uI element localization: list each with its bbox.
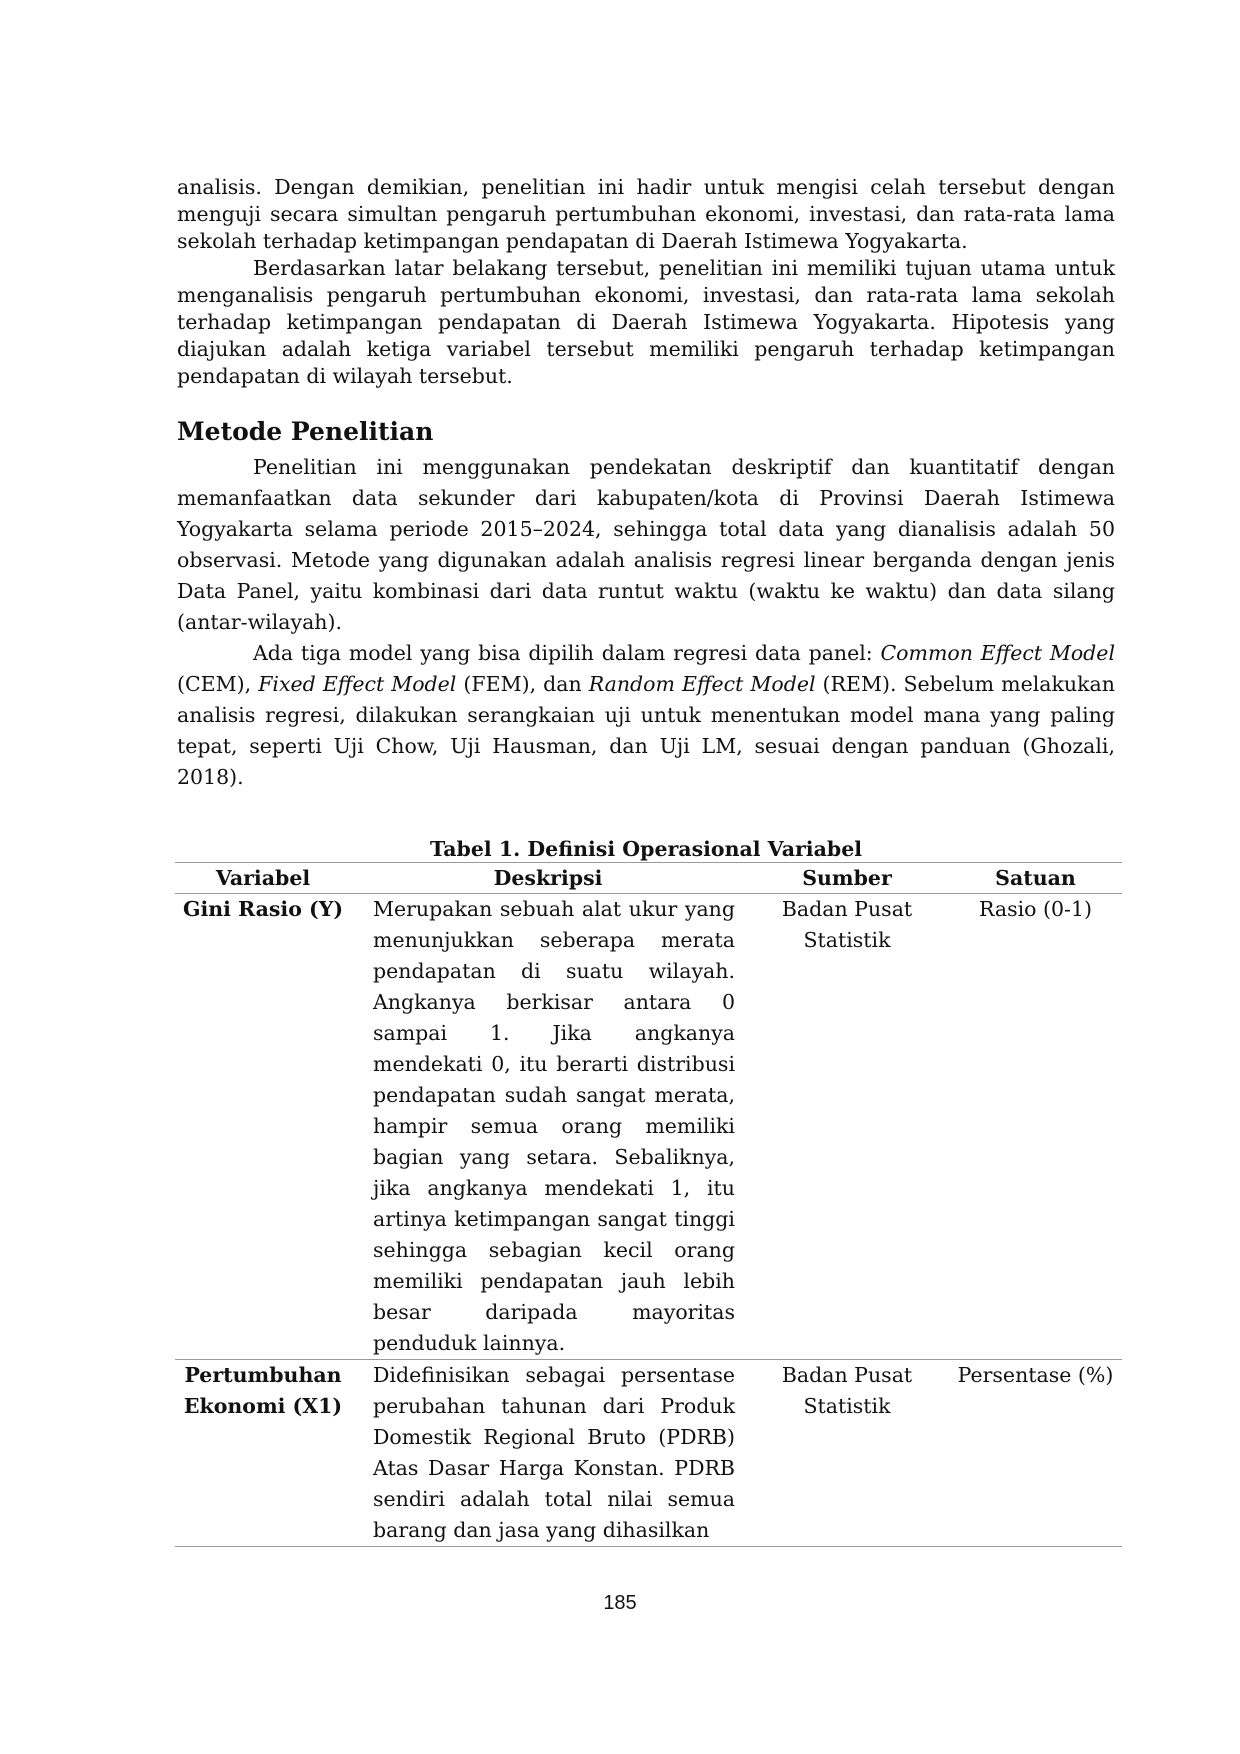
variable-definition-table xyxy=(175,862,1122,1547)
paragraph-intro-2: Berdasarkan latar belakang tersebut, penelitian ini memiliki tujuan utama untuk menganalisis pengaruh pertumbuhan ekonomi, investasi, dan rata-rata lama sekolah terhadap ketimpangan pendapatan di Daerah Istimewa Yogyakarta. Hipotesis yang diajukan adalah ketiga variabel tersebut memiliki pengaruh terhadap ketimpangan pendapatan di wilayah tersebut. xyxy=(177,256,1115,388)
table-caption: Tabel 1. Definisi Operasional Variabel xyxy=(429,837,863,861)
header-sumber: Sumber xyxy=(745,863,949,894)
method-text-1: Ada tiga model yang bisa dipilih dalam regresi data panel: xyxy=(253,641,881,665)
header-satuan: Satuan xyxy=(949,863,1122,894)
header-deskripsi: Deskripsi xyxy=(351,863,745,894)
paragraph-intro-1: analisis. Dengan demikian, penelitian ini hadir untuk mengisi celah tersebut dengan menguji secara simultan pengaruh pertumbuhan ekonomi, investasi, dan rata-rata lama sekolah terhadap ketimpangan pendapatan di Daerah Istimewa Yogyakarta. xyxy=(177,175,1115,253)
method-text-3: (FEM), dan xyxy=(456,672,589,696)
cell-satuan: Rasio (0-1) xyxy=(949,894,1122,1360)
cell-variabel: Pertumbuhan Ekonomi (X1) xyxy=(175,1360,351,1547)
cell-satuan: Persentase (%) xyxy=(949,1360,1122,1547)
page-number: 185 xyxy=(603,1592,637,1614)
paragraph-method-2 xyxy=(177,638,1115,793)
cell-variabel: Gini Rasio (Y) xyxy=(175,894,351,1360)
cell-deskripsi: Merupakan sebuah alat ukur yang menunjukkan seberapa merata pendapatan di suatu wilayah. Angkanya berkisar antara 0 sampai 1. Jika angkanya mendekati 0, itu berarti distribusi pendapatan sudah sangat merata, hampir semua orang memiliki bagian yang setara. Sebaliknya, jika angkanya mendekati 1, itu artinya ketimpangan sangat tinggi sehingga sebagian kecil orang memiliki pendapatan jauh lebih besar daripada mayoritas penduduk lainnya. xyxy=(351,894,745,1360)
model-name-fem: Fixed Effect Model xyxy=(258,672,457,696)
table-row xyxy=(175,894,1122,1360)
cell-deskripsi: Didefinisikan sebagai persentase perubahan tahunan dari Produk Domestik Regional Bruto (PDRB) Atas Dasar Harga Konstan. PDRB sendiri adalah total nilai semua barang dan jasa yang dihasilkan xyxy=(351,1360,745,1547)
table-row xyxy=(175,1360,1122,1547)
page-content xyxy=(177,174,1115,1547)
cell-sumber: Badan Pusat Statistik xyxy=(745,1360,949,1547)
paragraph-method-1: Penelitian ini menggunakan pendekatan deskriptif dan kuantitatif dengan memanfaatkan data sekunder dari kabupaten/kota di Provinsi Daerah Istimewa Yogyakarta selama periode 2015–2024, sehingga total data yang dianalisis adalah 50 observasi. Metode yang digunakan adalah analisis regresi linear berganda dengan jenis Data Panel, yaitu kombinasi dari data runtut waktu (waktu ke waktu) dan data silang (antar-wilayah). xyxy=(177,455,1115,634)
method-text-4: (REM). Sebelum melakukan analisis regresi, dilakukan serangkaian uji untuk menentukan model mana yang paling tepat, seperti Uji Chow, Uji Hausman, dan Uji LM, sesuai dengan panduan (Ghozali, 2018). xyxy=(177,672,1115,789)
cell-sumber: Badan Pusat Statistik xyxy=(745,894,949,1360)
model-name-cem: Common Effect Model xyxy=(880,641,1115,665)
model-name-rem: Random Effect Model xyxy=(588,672,816,696)
section-title: Metode Penelitian xyxy=(177,417,434,446)
table-header-row xyxy=(175,863,1122,894)
method-text-2: (CEM), xyxy=(177,672,259,696)
header-variabel: Variabel xyxy=(175,863,351,894)
